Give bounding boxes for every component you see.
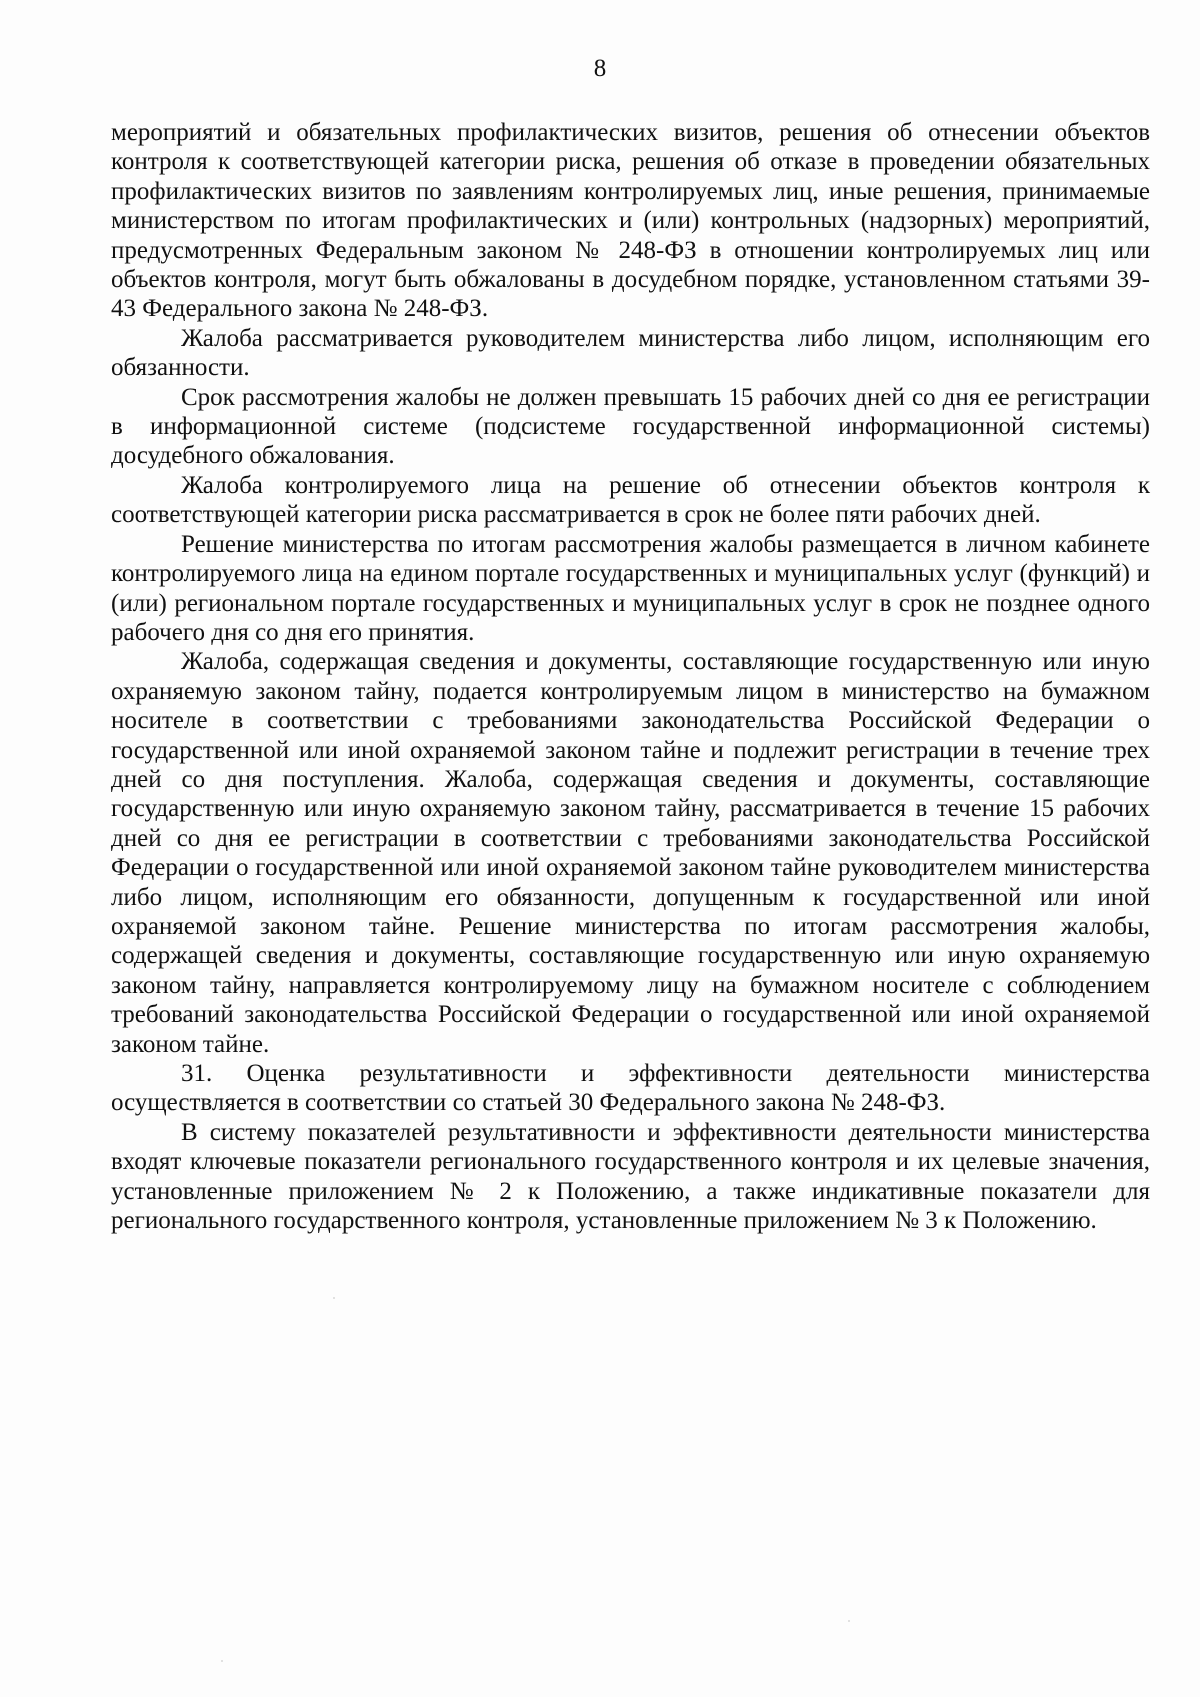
document-body [111,118,1150,1235]
scan-speck [333,1297,335,1299]
paragraph-item-31: 31. Оценка результативности и эффективности деятельности министерства осуществляется в соответствии со статьей 30 Федерального закона № 248-ФЗ. [111,1060,1150,1117]
paragraph-risk-category-complaint: Жалоба контролируемого лица на решение об отнесении объектов контроля к соответствующей категории риска рассматривается в срок не более пяти рабочих дней. [111,471,1150,529]
page-number: 8 [593,55,607,82]
paragraph-continuation: мероприятий и обязательных профилактических визитов, решения об отнесении объектов контроля к соответствующей категории риска, решения об отказе в проведении обязательных профилактических визитов по заявлениям контролируемых лиц, иные решения, принимаемые министерством по итогам профилактических и (или) контрольных (надзорных) мероприятий, предусмотренных Федеральным законом № 248-ФЗ в отношении контролируемых лиц или объектов контроля, могут быть обжалованы в досудебном порядке, установленном статьями 39-43 Федерального закона № 248-ФЗ. [111,119,1150,323]
paragraph-review-term: Срок рассмотрения жалобы не должен превышать 15 рабочих дней со дня ее регистрации в информационной системе (подсистеме государственной информационной системы) досудебного обжалования. [111,383,1150,470]
scan-speck [848,1620,850,1622]
paragraph-complaint-reviewer: Жалоба рассматривается руководителем министерства либо лицом, исполняющим его обязанности. [111,324,1150,382]
paragraph-secret-complaint: Жалоба, содержащая сведения и документы, составляющие государственную или иную охраняемую законом тайну, подается контролируемым лицом в министерство на бумажном носителе в соответствии с требованиями законодательства Российской Федерации о государственной или иной охраняемой законом тайне и подлежит регистрации в течение трех дней со дня поступления. Жалоба, содержащая сведения и документы, составляющие государственную или иную охраняемую законом тайну, рассматривается в течение 15 рабочих дней со дня ее регистрации в соответствии с требованиями законодательства Российской Федерации о государственной или иной охраняемой законом тайне руководителем министерства либо лицом, исполняющим его обязанности, допущенным к государственной или иной охраняемой законом тайне. Решение министерства по итогам рассмотрения жалобы, содержащей сведения и документы, составляющие государственную или иную охраняемую законом тайну, направляется контролируемому лицу на бумажном носителе с соблюдением требований законодательства Российской Федерации о государственной или иной охраняемой законом тайне. [111,648,1150,1058]
paragraph-decision-publication: Решение министерства по итогам рассмотрения жалобы размещается в личном кабинете контролируемого лица на едином портале государственных и муниципальных услуг (функций) и (или) региональном портале государственных и муниципальных услуг в срок не позднее одного рабочего дня со дня его принятия. [111,530,1150,646]
scan-speck [221,1660,223,1662]
paragraph-indicators-system: В систему показателей результативности и эффективности деятельности министерства входят ключевые показатели регионального государственного контроля и их целевые значения, установленные приложением № 2 к Положению, а также индикативные показатели для регионального государственного контроля, установленные приложением № 3 к Положению. [111,1118,1150,1235]
